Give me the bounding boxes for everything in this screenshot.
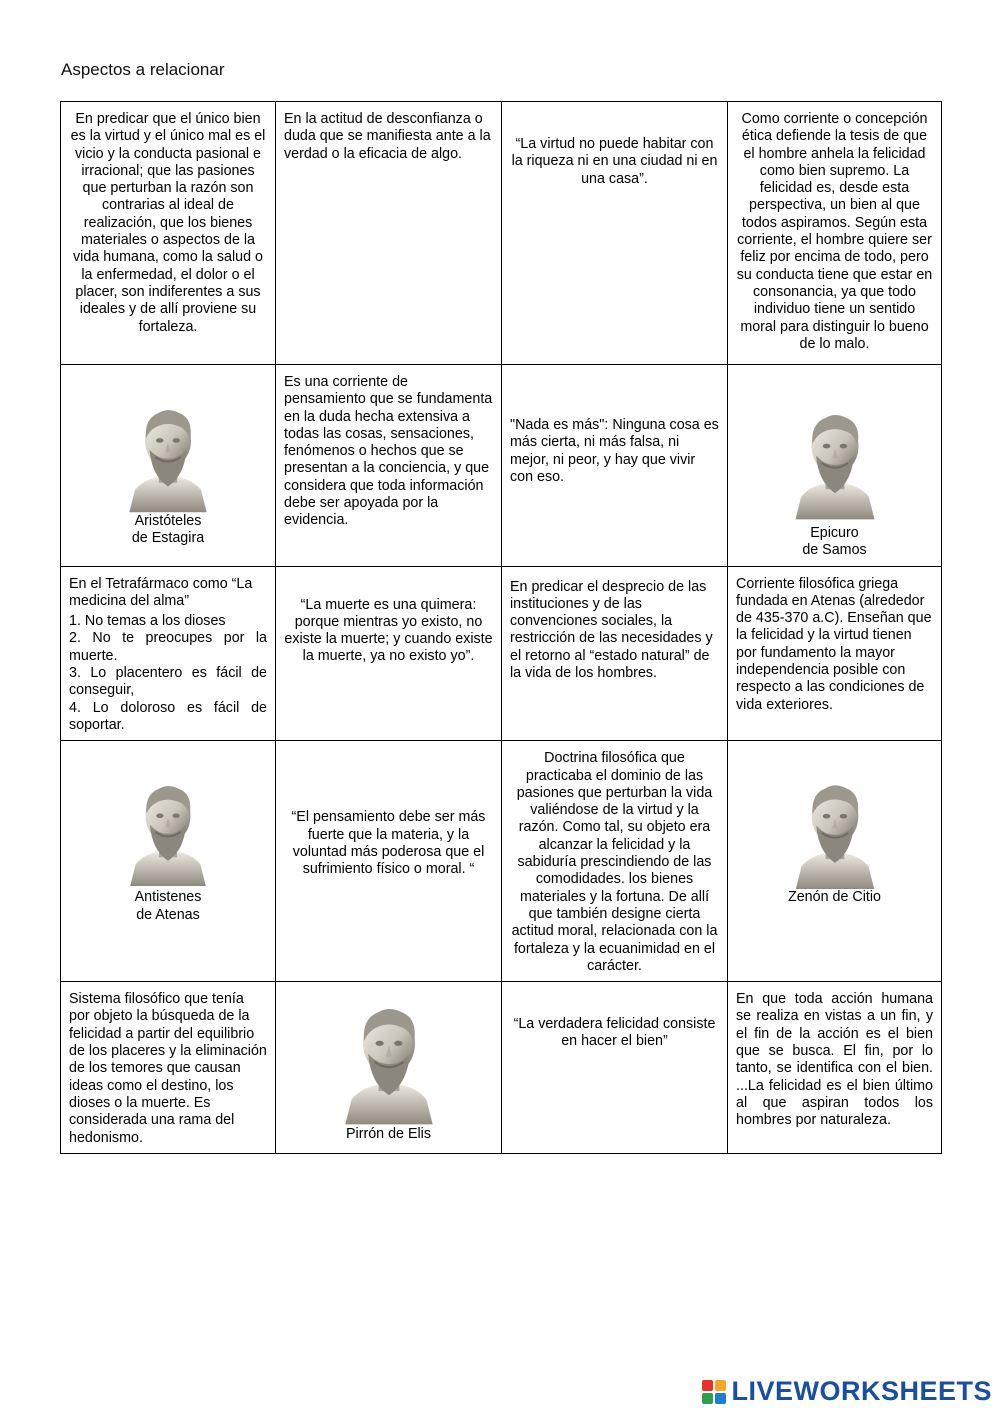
philosopher-bust-icon bbox=[123, 775, 213, 889]
card-r3c4[interactable]: Corriente filosófica griega fundada en Atenas (alrededor de 435-370 a.C). Enseñan que la felicidad y la virtud tienen por fundamento la mayor independencia posible con respecto a las condiciones de vida exteriores. bbox=[728, 566, 942, 741]
list-item: 4. Lo doloroso es fácil de soportar. bbox=[69, 699, 267, 733]
logo-text: LIVEWORKSHEETS bbox=[731, 1376, 992, 1406]
philosopher-name: Pirrón de Elis bbox=[345, 1126, 432, 1143]
card-r1c2[interactable]: En la actitud de desconfianza o duda que se manifiesta ante a la verdad o la eficacia de algo. bbox=[276, 102, 502, 365]
table-row bbox=[61, 741, 942, 982]
philosopher-bust-icon bbox=[788, 401, 882, 525]
card-r4c1[interactable] bbox=[61, 741, 276, 982]
card-r5c4[interactable]: En que toda acción humana se realiza en vistas a un fin, y el fin de la acción es el bien que se busca. El fin, por lo tanto, se identifica con el bien. ...La felicidad es el bien último al que aspiran todos los hombres por naturaleza. bbox=[728, 982, 942, 1154]
philosopher-origin: de Estagira bbox=[131, 530, 205, 547]
philosopher-name: Aristóteles bbox=[134, 513, 202, 529]
card-r4c3[interactable]: Doctrina filosófica que practicaba el dominio de las pasiones que perturban la vida valiéndose de la virtud y la razón. Como tal, su objeto era alcanzar la felicidad y la sabiduría prescindiendo de las comodidades. los bienes materiales y la fortuna. De allí que también designe cierta actitud moral, relacionada con la fortaleza y la ecuanimidad en el carácter. bbox=[502, 741, 728, 982]
philosopher-name: Zenón de Citio bbox=[788, 889, 881, 906]
card-r5c2[interactable] bbox=[276, 982, 502, 1154]
card-r5c1[interactable]: Sistema filosófico que tenía por objeto la búsqueda de la felicidad a partir del equilibrio de los placeres y la eliminación de los temores que causan ideas como el destino, los dioses o la muerte. Es considerada una rama del hedonismo. bbox=[61, 982, 276, 1154]
philosopher-bust-icon bbox=[122, 401, 214, 513]
liveworksheets-logo[interactable] bbox=[701, 1376, 992, 1407]
card-r3c1[interactable] bbox=[61, 566, 276, 741]
list-item: 3. Lo placentero es fácil de conseguir, bbox=[69, 665, 267, 699]
card-r4c2[interactable]: “El pensamiento debe ser más fuerte que la materia, y la voluntad más poderosa que el sufrimiento físico o moral. “ bbox=[276, 741, 502, 982]
philosopher-bust-icon bbox=[337, 998, 441, 1126]
card-r3c3[interactable]: En predicar el desprecio de las instituciones y de las convenciones sociales, la restricción de las necesidades y el retorno al “estado natural” de la vida de los hombres. bbox=[502, 566, 728, 741]
card-r5c3[interactable]: “La verdadera felicidad consiste en hacer el bien” bbox=[502, 982, 728, 1154]
philosopher-origin: de Samos bbox=[802, 542, 867, 559]
philosopher-name: Antistenes bbox=[134, 889, 202, 906]
card-r2c3[interactable]: "Nada es más": Ninguna cosa es más cierta, ni más falsa, ni mejor, ni peor, y hay que vivir con eso. bbox=[502, 365, 728, 567]
tetrafarmaco-intro: En el Tetrafármaco como “La medicina del alma” bbox=[69, 575, 253, 609]
card-r1c3[interactable]: “La virtud no puede habitar con la riqueza ni en una ciudad ni en una casa”. bbox=[502, 102, 728, 365]
matching-table bbox=[60, 101, 942, 1154]
table-row bbox=[61, 102, 942, 365]
page-title: Aspectos a relacionar bbox=[61, 60, 225, 79]
table-row bbox=[61, 566, 942, 741]
table-row bbox=[61, 365, 942, 567]
card-r2c4[interactable] bbox=[728, 365, 942, 567]
philosopher-bust-icon bbox=[787, 777, 883, 889]
philosopher-name: Epicuro bbox=[810, 525, 859, 541]
list-item: 2. No te preocupes por la muerte. bbox=[69, 630, 267, 664]
card-r2c1[interactable] bbox=[61, 365, 276, 567]
philosopher-origin: de Atenas bbox=[136, 906, 200, 923]
card-r1c1[interactable]: En predicar que el único bien es la virtud y el único mal es el vicio y la conducta pasional e irracional; que las pasiones que perturban la razón son contrarias al ideal de realización, que los bienes materiales o aspectos de la vida humana, como la salud o la enfermedad, el dolor o el placer, son indiferentes a sus ideales y de allí proviene su fortaleza. bbox=[61, 102, 276, 365]
card-r2c2[interactable]: Es una corriente de pensamiento que se fundamenta en la duda hecha extensiva a todas las cosas, sensaciones, fenómenos o hechos que se presentan a la conciencia, y que considera que toda información debe ser apoyada por la evidencia. bbox=[276, 365, 502, 567]
card-r1c4[interactable]: Como corriente o concepción ética defiende la tesis de que el hombre anhela la felicidad como bien supremo. La felicidad es, desde esta perspectiva, un bien al que todos aspiramos. Según esta corriente, el hombre quiere ser feliz por encima de todo, pero su conducta tiene que estar en consonancia, ya que todo individuo tiene un sentido moral para distinguir lo bueno de lo malo. bbox=[728, 102, 942, 365]
card-r3c2[interactable]: “La muerte es una quimera: porque mientras yo existo, no existe la muerte; y cuando existe la muerte, ya no existo yo”. bbox=[276, 566, 502, 741]
list-item: 1. No temas a los dioses bbox=[69, 613, 226, 630]
card-r4c4[interactable] bbox=[728, 741, 942, 982]
liveworksheets-logo-icon bbox=[701, 1379, 727, 1405]
table-row bbox=[61, 982, 942, 1154]
